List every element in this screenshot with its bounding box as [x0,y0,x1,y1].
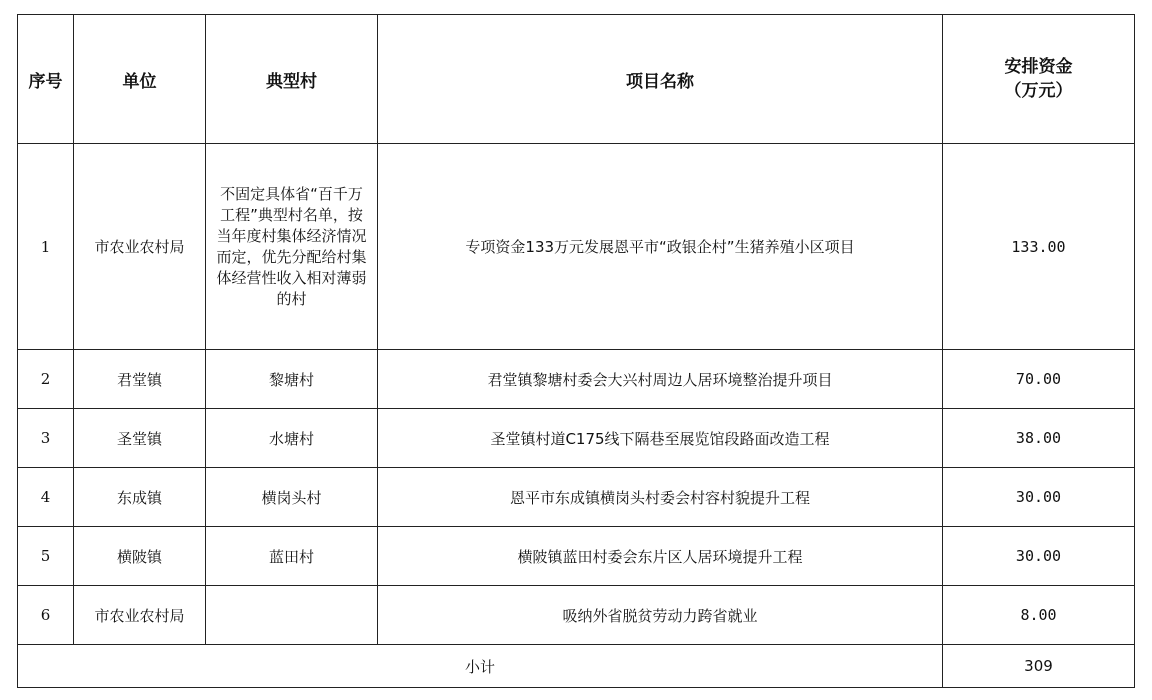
row-no: 5 [18,527,74,586]
row-unit: 市农业农村局 [74,144,206,350]
row-unit: 东成镇 [74,468,206,527]
row-amount: 70.00 [943,350,1135,409]
row-project: 君堂镇黎塘村委会大兴村周边人居环境整治提升项目 [378,350,943,409]
header-village: 典型村 [206,15,378,144]
row-amount: 30.00 [943,468,1135,527]
header-amount-line2: （万元） [1004,81,1073,101]
row-unit: 横陂镇 [74,527,206,586]
row-village: 黎塘村 [206,350,378,409]
table-row [18,350,1135,409]
header-amount-line1: 安排资金 [1004,57,1073,77]
row-unit: 君堂镇 [74,350,206,409]
table-total-row [18,645,1135,688]
row-village-cell [206,144,378,350]
row-village: 蓝田村 [206,527,378,586]
table-row [18,586,1135,645]
funding-table [17,14,1135,688]
row-village [206,586,378,645]
row-amount: 30.00 [943,527,1135,586]
row-amount: 8.00 [943,586,1135,645]
table-row [18,144,1135,350]
row-no: 2 [18,350,74,409]
table-row [18,527,1135,586]
header-project: 项目名称 [378,15,943,144]
row-unit: 市农业农村局 [74,586,206,645]
row-project: 圣堂镇村道C175线下隔巷至展览馆段路面改造工程 [378,409,943,468]
row-village: 不固定具体省“百千万工程”典型村名单，按当年度村集体经济情况而定，优先分配给村集体经营性收入相对薄弱的村 [216,184,367,308]
row-village: 横岗头村 [206,468,378,527]
table-row [18,409,1135,468]
total-label: 小计 [18,645,943,688]
row-no: 1 [18,144,74,350]
header-amount [943,15,1135,144]
row-no: 6 [18,586,74,645]
row-project: 横陂镇蓝田村委会东片区人居环境提升工程 [378,527,943,586]
row-amount: 133.00 [943,144,1135,350]
header-no: 序号 [18,15,74,144]
row-project: 吸纳外省脱贫劳动力跨省就业 [378,586,943,645]
row-project: 专项资金133万元发展恩平市“政银企村”生猪养殖小区项目 [378,144,943,350]
total-value: 309 [943,645,1135,688]
row-no: 3 [18,409,74,468]
table-header-row [18,15,1135,144]
row-amount: 38.00 [943,409,1135,468]
row-project: 恩平市东成镇横岗头村委会村容村貌提升工程 [378,468,943,527]
header-unit: 单位 [74,15,206,144]
table-row [18,468,1135,527]
row-village: 水塘村 [206,409,378,468]
row-no: 4 [18,468,74,527]
row-unit: 圣堂镇 [74,409,206,468]
